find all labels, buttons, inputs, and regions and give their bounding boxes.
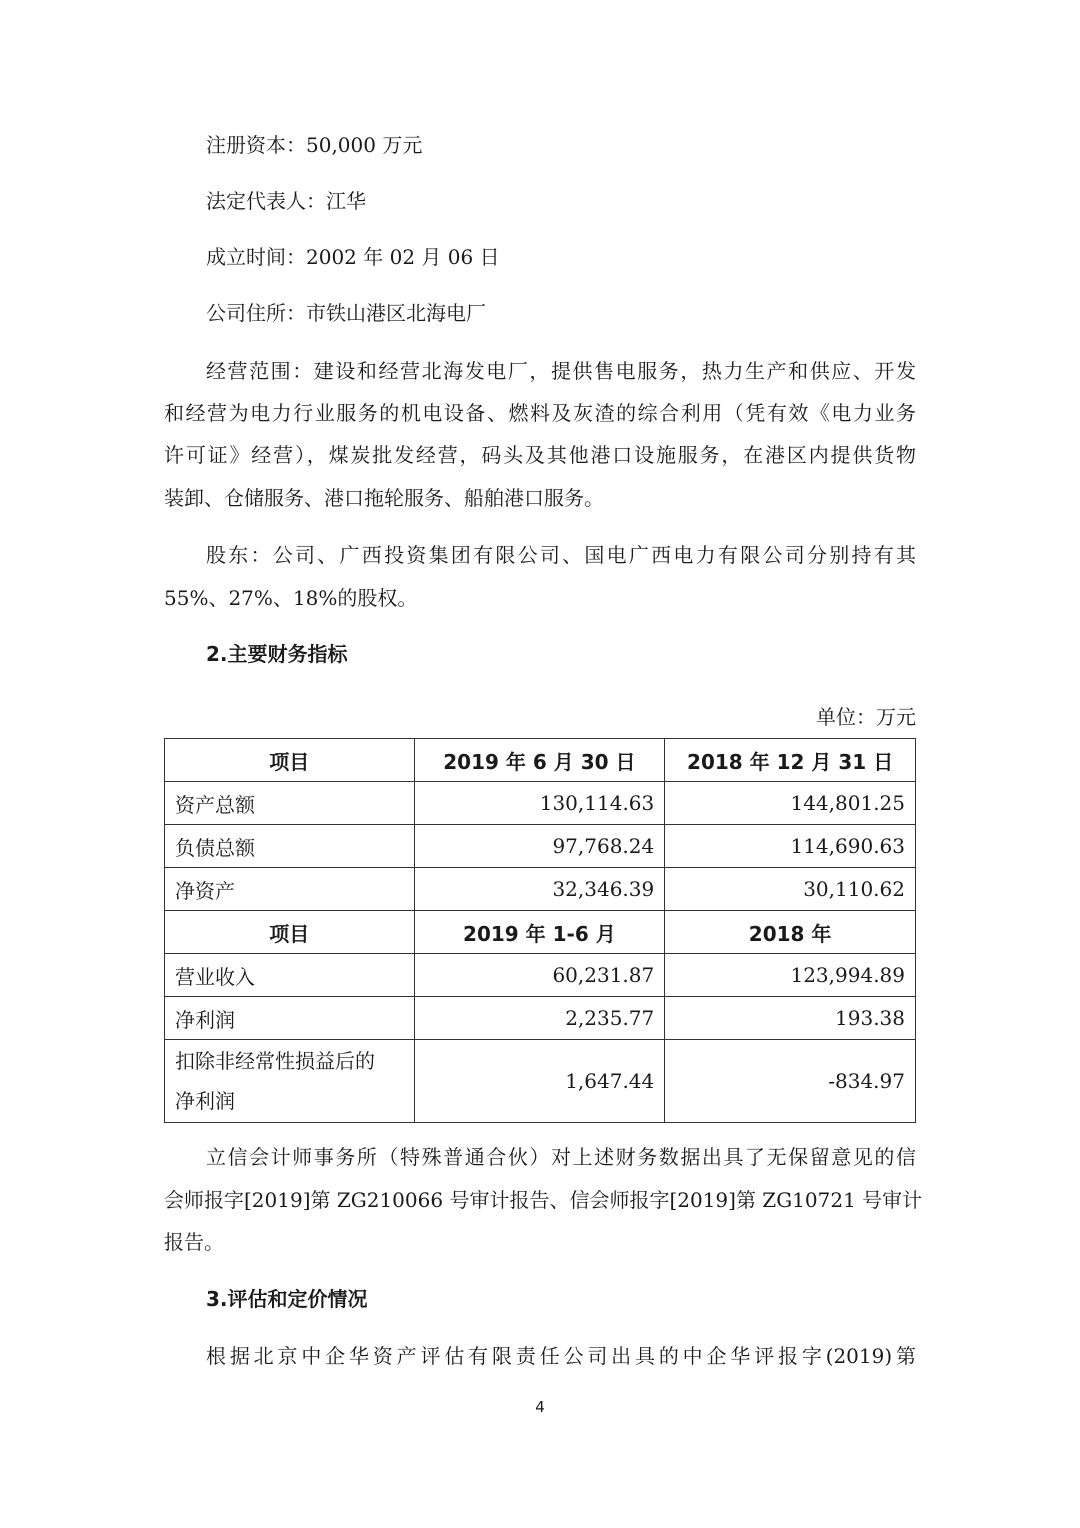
- row-label: 净资产: [165, 868, 415, 911]
- shareholders-line: 55%、27%、18%的股权。: [164, 586, 418, 610]
- audit-note-line: 会师报字[2019]第 ZG210066 号审计报告、信会师报字[2019]第 ZG10721 号审计: [164, 1188, 923, 1212]
- business-scope-line: 和经营为电力行业服务的机电设备、燃料及灰渣的综合利用（凭有效《电力业务: [164, 401, 916, 425]
- header-cell: 2018 年: [665, 911, 916, 954]
- table-row: [165, 997, 916, 1040]
- audit-note-line: 立信会计师事务所（特殊普通合伙）对上述财务数据出具了无保留意见的信: [206, 1145, 916, 1169]
- section-2-title: 2.主要财务指标: [206, 642, 348, 666]
- table-row: [165, 868, 916, 911]
- value-cell: 114,690.63: [665, 825, 916, 868]
- header-cell: 项目: [165, 739, 415, 782]
- header-cell: 2019 年 6 月 30 日: [414, 739, 665, 782]
- audit-note-line: 报告。: [164, 1230, 224, 1254]
- table-row: [165, 1040, 916, 1123]
- registered-capital: 注册资本：50,000 万元: [206, 133, 423, 157]
- table-header-row: [165, 739, 916, 782]
- table-row: [165, 825, 916, 868]
- business-scope-line: 许可证》经营），煤炭批发经营，码头及其他港口设施服务，在港区内提供货物: [164, 443, 916, 467]
- row-label: 营业收入: [165, 954, 415, 997]
- value-cell: 2,235.77: [414, 997, 665, 1040]
- table-row: [165, 954, 916, 997]
- company-address: 公司住所：市铁山港区北海电厂: [206, 301, 486, 325]
- value-cell: 193.38: [665, 997, 916, 1040]
- value-cell: -834.97: [665, 1040, 916, 1123]
- header-cell: 2018 年 12 月 31 日: [665, 739, 916, 782]
- row-label: 净利润: [165, 997, 415, 1040]
- row-label-line: 扣除非经常性损益后的: [175, 1049, 375, 1073]
- value-cell: 32,346.39: [414, 868, 665, 911]
- table-row: [165, 782, 916, 825]
- value-cell: 30,110.62: [665, 868, 916, 911]
- financial-table: [164, 738, 916, 1123]
- shareholders-line: 股东：公司、广西投资集团有限公司、国电广西电力有限公司分别持有其: [206, 543, 916, 567]
- row-label-line: 净利润: [175, 1089, 235, 1113]
- business-scope-line: 经营范围：建设和经营北海发电厂，提供售电服务，热力生产和供应、开发: [206, 359, 916, 383]
- business-scope-line: 装卸、仓储服务、港口拖轮服务、船舶港口服务。: [164, 486, 604, 510]
- value-cell: 123,994.89: [665, 954, 916, 997]
- row-label: [165, 1040, 415, 1123]
- unit-label: 单位：万元: [816, 705, 916, 729]
- legal-representative: 法定代表人：江华: [206, 189, 366, 213]
- founding-date: 成立时间：2002 年 02 月 06 日: [206, 245, 500, 269]
- value-cell: 130,114.63: [414, 782, 665, 825]
- row-label: 资产总额: [165, 782, 415, 825]
- value-cell: 144,801.25: [665, 782, 916, 825]
- header-cell: 项目: [165, 911, 415, 954]
- section-3-text: 根据北京中企华资产评估有限责任公司出具的中企华评报字(2019)第: [206, 1344, 916, 1368]
- page-number: 4: [535, 1398, 545, 1416]
- value-cell: 97,768.24: [414, 825, 665, 868]
- section-3-title: 3.评估和定价情况: [206, 1287, 368, 1311]
- row-label: 负债总额: [165, 825, 415, 868]
- value-cell: 60,231.87: [414, 954, 665, 997]
- table-header-row: [165, 911, 916, 954]
- header-cell: 2019 年 1-6 月: [414, 911, 665, 954]
- value-cell: 1,647.44: [414, 1040, 665, 1123]
